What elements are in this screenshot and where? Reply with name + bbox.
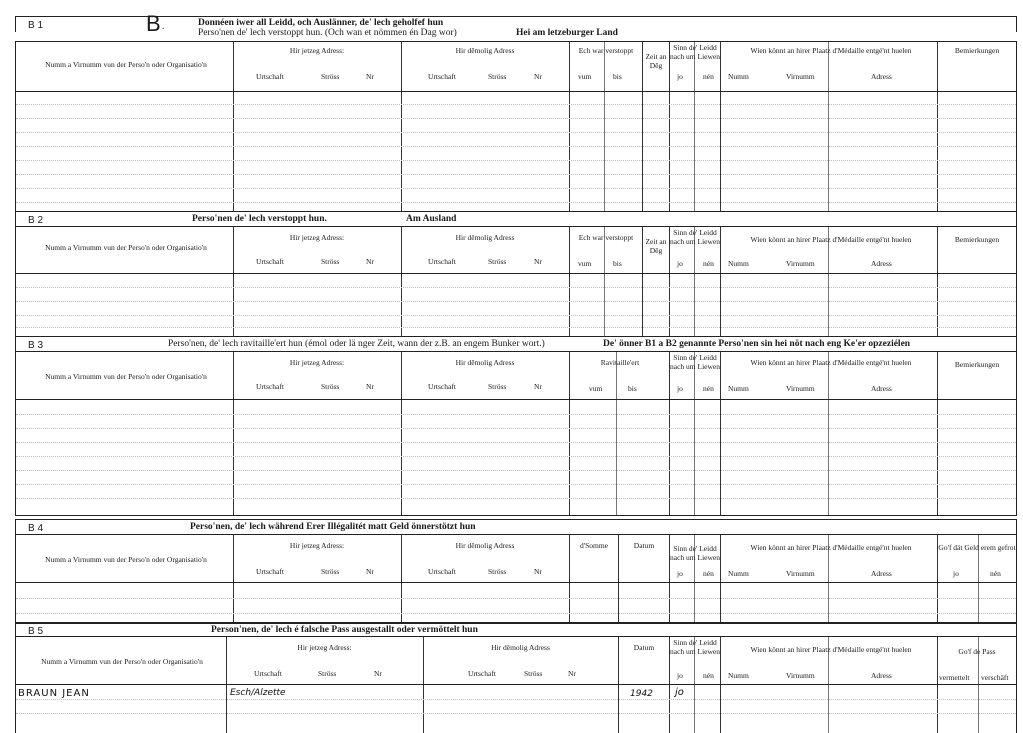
current-address-header: Hir jetzeg Adress:	[289, 541, 345, 550]
table-b1	[15, 41, 1017, 212]
supplied-header: Ravitaille'ert	[600, 358, 640, 367]
section-header	[15, 11, 1017, 38]
no-header: nén	[703, 384, 714, 393]
medal-firstname-header: Virnumm	[786, 569, 815, 578]
medal-name-header: Numm	[728, 384, 749, 393]
date-header: Datum	[633, 541, 655, 550]
section-code: B 4	[28, 523, 44, 534]
medal-firstname-header: Virnumm	[786, 72, 815, 81]
from-header: vum	[589, 384, 603, 393]
locality-header: Urtschaft	[428, 72, 456, 81]
entry-date: 1942	[630, 689, 653, 699]
street-header: Ströss	[321, 382, 340, 391]
section-title: Perso'nen, de' lech ravitaille'ert hun (émol oder lä nger Zeit, wann der z.B. an engem Bunker wort.)	[168, 339, 545, 349]
street-header: Ströss	[524, 669, 543, 678]
section-header	[15, 519, 1017, 535]
section-b4	[15, 519, 1017, 624]
current-address-header: Hir jetzeg Adress:	[289, 358, 345, 367]
locality-header: Urtschaft	[428, 257, 456, 266]
number-header: Nr	[366, 257, 374, 266]
former-address-header: Hir dêmolig Adress	[455, 541, 515, 550]
number-header: Nr	[534, 257, 542, 266]
date-header: Datum	[633, 643, 655, 652]
yes-header: jo	[677, 72, 683, 81]
form-letter-dot: .	[162, 21, 165, 31]
survived-header: Sinn de' Leidd nach um Liewen	[670, 544, 720, 562]
locality-header: Urtschaft	[256, 382, 284, 391]
pass-handed-header: vermettelt	[939, 673, 970, 682]
hidden-header: Ech war verstoppt	[578, 46, 634, 55]
yes-header: jo	[677, 384, 683, 393]
section-note: De' önner B1 a B2 genannte Perso'nen sin hei nöt nach eng Ke'er opzeziélen	[603, 339, 911, 349]
pass-header: Go'f de Pass	[958, 647, 996, 656]
survived-header: Sinn de' Leidd nach um Liewen	[670, 43, 720, 61]
street-header: Ströss	[488, 382, 507, 391]
section-code: B 3	[28, 340, 44, 351]
remarks-header: Bemierkungen	[954, 360, 1000, 369]
yes-header: jo	[953, 569, 959, 578]
survived-header: Sinn de' Leidd nach um Liewen	[670, 228, 720, 246]
former-address-header: Hir dêmolig Adress	[455, 358, 515, 367]
medal-address-header: Adress	[871, 72, 892, 81]
locality-header: Urtschaft	[428, 567, 456, 576]
to-header: bis	[628, 384, 637, 393]
yes-header: jo	[677, 259, 683, 268]
current-address-header: Hir jetzeg Adress:	[297, 643, 352, 652]
medal-address-header: Adress	[871, 671, 892, 680]
number-header: Nr	[534, 567, 542, 576]
no-header: nén	[990, 569, 1001, 578]
to-header: bis	[613, 72, 622, 81]
medal-firstname-header: Virnumm	[786, 671, 815, 680]
medal-firstname-header: Virnumm	[786, 384, 815, 393]
entry-survived: jo	[675, 687, 684, 698]
street-header: Ströss	[321, 567, 340, 576]
section-header	[15, 336, 1017, 352]
section-subtitle: Perso'nen de' lech verstoppt hun. (Och wan et nömmen én Dag wor)	[198, 28, 457, 38]
medal-header: Wien könnt an hirer Plaatz d'Médaille entgé'nt huelen	[750, 235, 912, 244]
locality-header: Urtschaft	[254, 669, 282, 678]
medal-name-header: Numm	[728, 72, 749, 81]
medal-header: Wien könnt an hirer Plaatz d'Médaille entgé'nt huelen	[750, 543, 912, 552]
locality-header: Urtschaft	[428, 382, 456, 391]
from-header: vum	[578, 259, 592, 268]
time-header: Zeit an Dêg	[645, 52, 667, 70]
to-header: bis	[613, 259, 622, 268]
section-code: B 2	[28, 215, 44, 226]
street-header: Ströss	[488, 567, 507, 576]
medal-address-header: Adress	[871, 569, 892, 578]
no-header: nén	[703, 671, 714, 680]
current-address-header: Hir jetzeg Adress:	[289, 46, 345, 55]
medal-name-header: Numm	[728, 569, 749, 578]
street-header: Ströss	[318, 669, 337, 678]
no-header: nén	[703, 569, 714, 578]
section-title: Perso'nen de' lech verstoppt hun.	[192, 214, 327, 224]
number-header: Nr	[366, 72, 374, 81]
money-back-header: Go'f dät Geld erem gefrot	[938, 543, 1016, 552]
remarks-header: Bemierkungen	[954, 46, 1000, 55]
table-b5	[15, 636, 1017, 733]
yes-header: jo	[677, 671, 683, 680]
medal-header: Wien könnt an hirer Plaatz d'Médaille entgé'nt huelen	[750, 645, 912, 654]
section-title: Perso'nen, de' lech während Erer Illégalitét matt Geld önnerstötzt hun	[190, 522, 476, 532]
pass-made-header: verschäft	[981, 673, 1009, 682]
number-header: Nr	[366, 382, 374, 391]
remarks-header: Bemierkungen	[954, 235, 1000, 244]
medal-firstname-header: Virnumm	[786, 259, 815, 268]
street-header: Ströss	[488, 72, 507, 81]
name-header: Numm a Virnumm vun der Perso'n oder Organisatio'n	[45, 555, 207, 564]
table-b2	[15, 226, 1017, 337]
sum-header: d'Somme	[579, 541, 609, 550]
section-b3	[15, 336, 1017, 516]
section-code: B 1	[28, 20, 44, 31]
section-b2	[15, 211, 1017, 337]
hidden-header: Ech war verstoppt	[578, 233, 634, 242]
name-header: Numm a Virnumm vun der Perso'n oder Organisatio'n	[45, 60, 207, 69]
section-header	[15, 211, 1017, 227]
medal-address-header: Adress	[871, 259, 892, 268]
former-address-header: Hir dêmolig Adress	[491, 643, 550, 652]
no-header: nén	[703, 259, 714, 268]
locality-header: Urtschaft	[256, 257, 284, 266]
locality-header: Urtschaft	[256, 72, 284, 81]
street-header: Ströss	[488, 257, 507, 266]
entry-place: Esch/Alzette	[230, 688, 286, 698]
no-header: nén	[703, 72, 714, 81]
entry-name: BRAUN JEAN	[18, 688, 90, 699]
survived-header: Sinn de' Leidd nach um Liewen	[670, 353, 720, 371]
number-header: Nr	[534, 382, 542, 391]
locality-header: Urtschaft	[468, 669, 496, 678]
name-header: Numm a Virnumm vun der Perso'n oder Organisatio'n	[45, 372, 207, 381]
yes-header: jo	[677, 569, 683, 578]
locality-header: Urtschaft	[256, 567, 284, 576]
table-b3	[15, 351, 1017, 516]
form-letter: B	[146, 11, 161, 36]
name-header: Numm a Virnumm vun der Perso'n oder Organisatio'n	[45, 243, 207, 252]
street-header: Ströss	[321, 257, 340, 266]
number-header: Nr	[374, 669, 382, 678]
medal-name-header: Numm	[728, 259, 749, 268]
street-header: Ströss	[321, 72, 340, 81]
survived-header: Sinn de' Leidd nach um Liewen	[670, 638, 720, 656]
medal-header: Wien könnt an hirer Plaatz d'Médaille entgé'nt huelen	[750, 46, 912, 55]
medal-address-header: Adress	[871, 384, 892, 393]
from-header: vum	[578, 72, 592, 81]
number-header: Nr	[366, 567, 374, 576]
current-address-header: Hir jetzeg Adress:	[289, 233, 345, 242]
section-title: Person'nen, de' lech é falsche Pass ausgestallt oder vermöttelt hun	[211, 625, 478, 635]
medal-name-header: Numm	[728, 671, 749, 680]
name-header: Numm a Virnumm vun der Perso'n oder Organisatio'n	[41, 657, 203, 666]
section-place: Am Ausland	[406, 214, 457, 224]
number-header: Nr	[568, 669, 576, 678]
section-title: Donnéen iwer all Leidd, och Auslänner, de' lech geholfef hun	[198, 18, 444, 28]
number-header: Nr	[534, 72, 542, 81]
section-b1	[15, 11, 1017, 212]
table-b4	[15, 534, 1017, 624]
time-header: Zeit an Dêg	[645, 237, 667, 255]
former-address-header: Hir dêmolig Adress	[455, 46, 515, 55]
former-address-header: Hir dêmolig Adress	[455, 233, 515, 242]
medal-header: Wien könnt an hirer Plaatz d'Médaille entgé'nt huelen	[750, 358, 912, 367]
section-code: B 5	[28, 626, 44, 637]
section-b5	[15, 622, 1017, 733]
section-place: Hei am letzeburger Land	[516, 28, 618, 38]
